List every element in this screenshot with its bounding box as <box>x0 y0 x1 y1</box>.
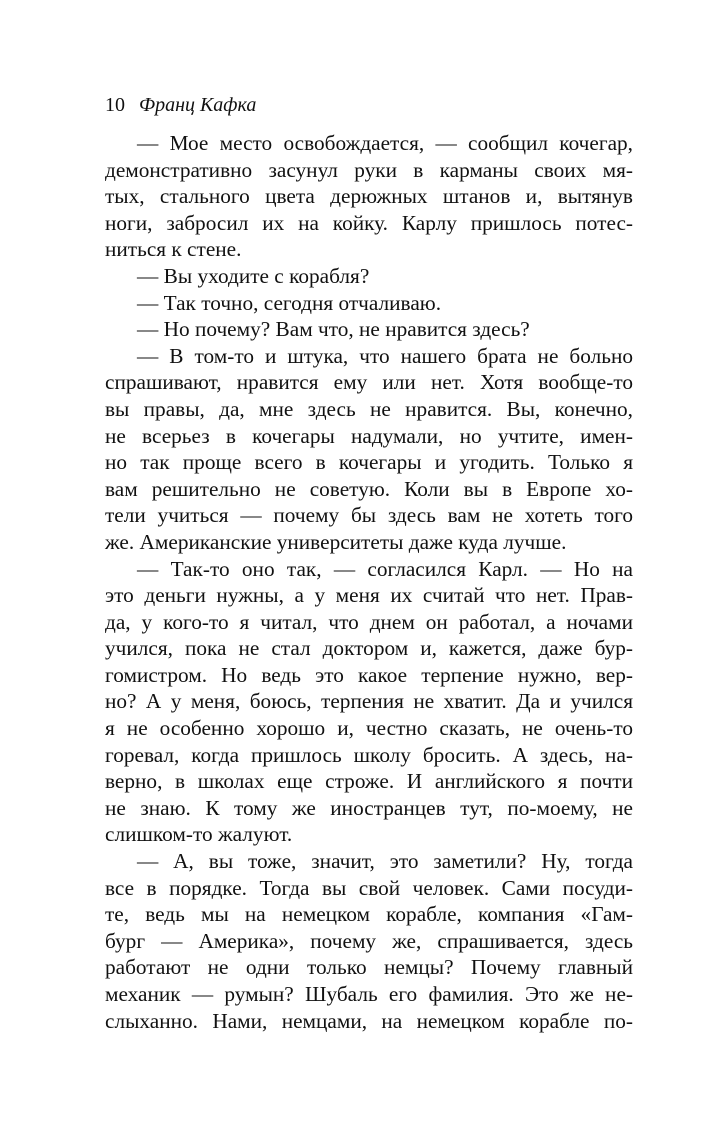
text-line: но так проще всего в кочегары и угодить. Только я <box>105 450 633 475</box>
text-line: горевал, когда пришлось школу бросить. А здесь, на- <box>105 742 633 767</box>
running-head <box>105 92 256 118</box>
text-line: учился, пока не стал доктором и, кажется, даже бур- <box>105 636 633 661</box>
running-title: Франц Кафка <box>139 94 257 116</box>
text-line: гомистром. Но ведь это какое терпение нужно, вер- <box>105 662 633 687</box>
text-line: же. Американские университеты даже куда лучше. <box>105 529 567 554</box>
text-line: механик — румын? Шубаль его фамилия. Это же не- <box>105 982 633 1006</box>
text-line: все в порядке. Тогда вы свой человек. Сами посуди- <box>105 875 633 900</box>
text-line: тели учиться — почему бы здесь вам не хотеть того <box>105 503 633 528</box>
text-line: не знаю. К тому же иностранцев тут, по-моему, не <box>105 795 633 820</box>
text-line: демонстративно засунул руки в карманы своих мя- <box>105 157 633 182</box>
text-line: вам решительно не советую. Коли вы в Европе хо- <box>105 476 633 501</box>
text-line: — Так точно, сегодня отчаливаю. <box>137 290 442 315</box>
text-line: — Так-то оно так, — согласился Карл. — Но на <box>137 556 633 581</box>
text-line: вы правы, да, мне здесь не нравится. Вы, конечно, <box>105 396 633 421</box>
text-line: спрашивают, нравится ему или нет. Хотя вообще-то <box>105 370 633 395</box>
text-line: верно, в школах еще строже. И английского я почти <box>105 769 633 794</box>
text-line: слишком-то жалуют. <box>105 822 293 847</box>
text-line: те, ведь мы на немецком корабле, компания «Гам- <box>105 902 633 927</box>
body-text <box>105 130 633 1034</box>
text-line: да, у кого-то я читал, что днем он работал, а ночами <box>105 609 633 634</box>
text-line: работают не одни только немцы? Почему главный <box>105 955 633 980</box>
text-line: бург — Америка», почему же, спрашивается, здесь <box>105 928 633 953</box>
text-line: слыханно. Нами, немцами, на немецком корабле по- <box>105 1008 633 1033</box>
text-line: — Вы уходите с корабля? <box>137 263 370 288</box>
text-line: но? А у меня, боюсь, терпения не хватит. Да и учился <box>105 689 633 714</box>
text-line: ноги, забросил их на койку. Карлу пришлось потес- <box>105 210 633 235</box>
text-line: — В том-то и штука, что нашего брата не больно <box>137 343 633 368</box>
text-line: не всерьез в кочегары надумали, но учтите, имен- <box>105 423 633 448</box>
text-line: это деньги нужны, а у меня их считай что нет. Прав- <box>105 583 633 608</box>
text-line: — Но почему? Вам что, не нравится здесь? <box>137 317 530 342</box>
page-number: 10 <box>105 94 125 116</box>
text-line: — Мое место освобождается, — сообщил кочегар, <box>137 131 633 155</box>
text-line: — А, вы тоже, значит, это заметили? Ну, тогда <box>137 849 633 874</box>
text-line: тых, стального цвета дерюжных штанов и, вытянув <box>105 184 633 209</box>
text-line: ниться к стене. <box>105 237 242 262</box>
text-line: я не особенно хорошо и, честно сказать, не очень-то <box>105 716 633 741</box>
